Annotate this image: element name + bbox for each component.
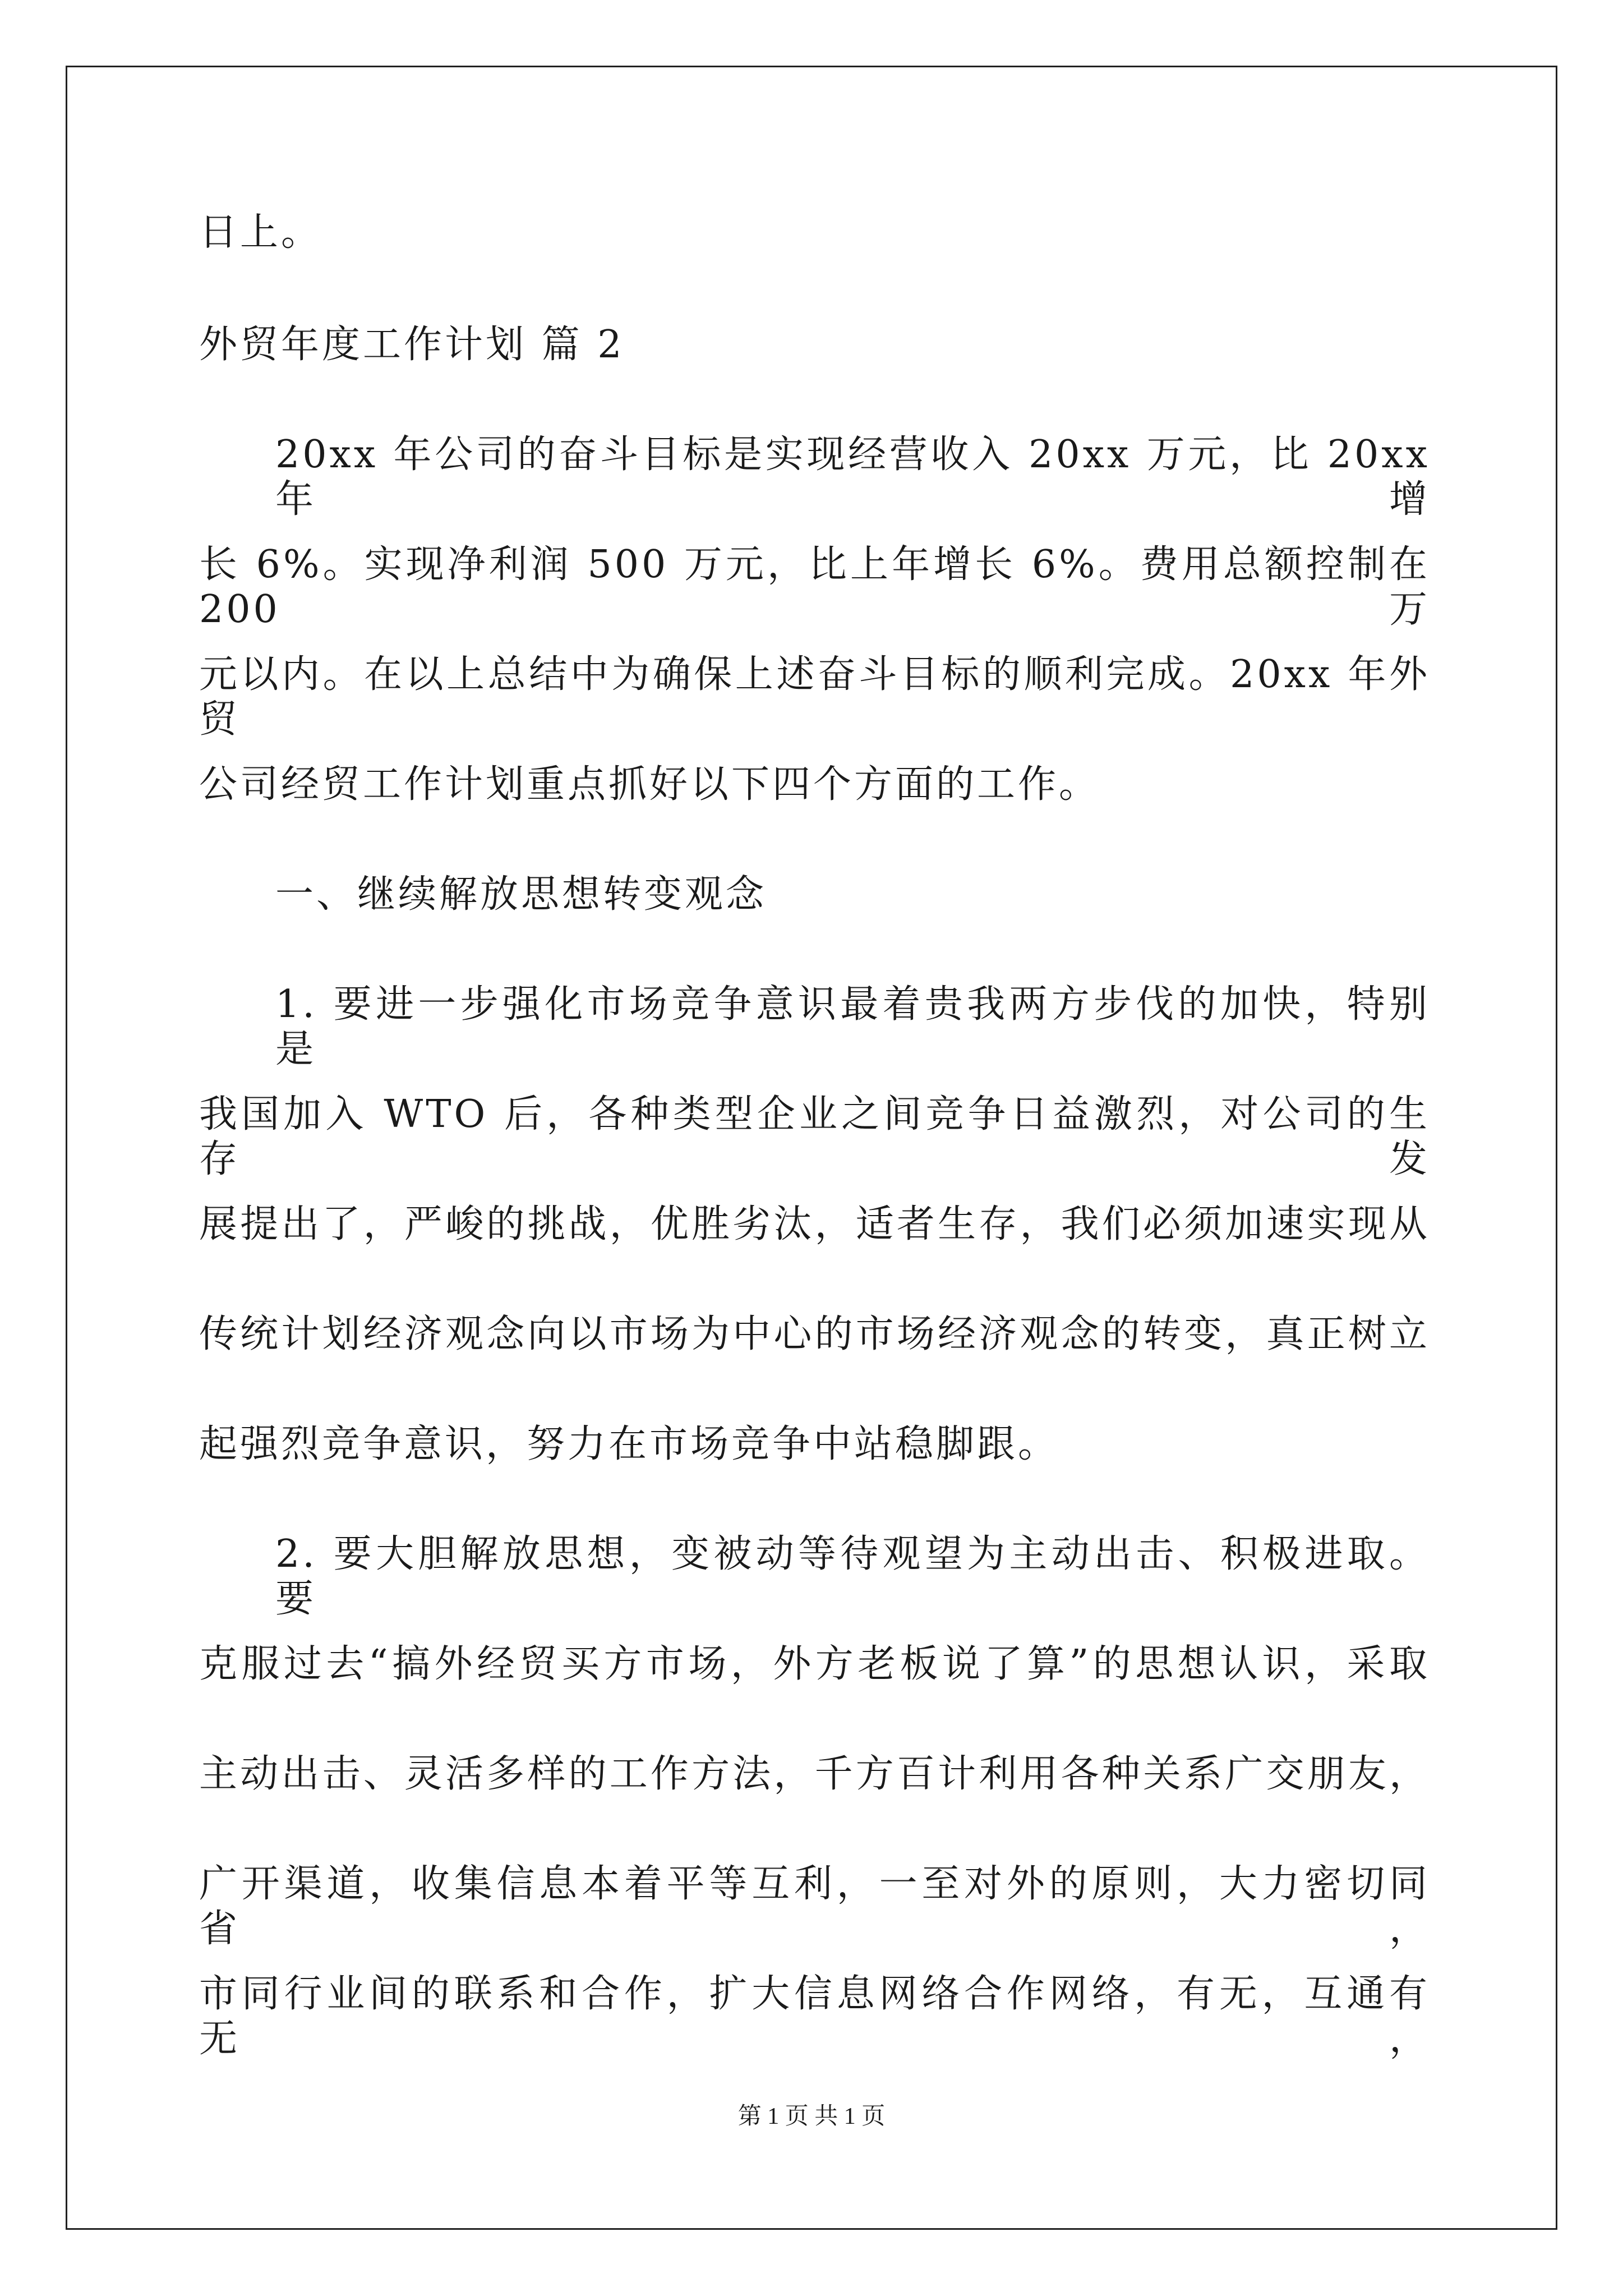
text-line: 公司经贸工作计划重点抓好以下四个方面的工作。	[199, 762, 1100, 807]
text-line: 20xx 年公司的奋斗目标是实现经营收入 20xx 万元，比 20xx 年增	[275, 432, 1430, 522]
text-line: 主动出击、灵活多样的工作方法，千方百计利用各种关系广交朋友，	[199, 1752, 1430, 1796]
subheading: 一、继续解放思想转变观念	[275, 872, 767, 917]
text-line: 日上。	[199, 210, 322, 255]
text-line: 2. 要大胆解放思想，变被动等待观望为主动出击、积极进取。要	[275, 1532, 1430, 1621]
text-line: 起强烈竞争意识，努力在市场竞争中站稳脚跟。	[199, 1422, 1059, 1466]
text-line: 克服过去“搞外经贸买方市场，外方老板说了算”的思想认识，采取	[199, 1642, 1430, 1686]
page-number: 第 1 页 共 1 页	[737, 2104, 886, 2129]
section-heading: 外贸年度工作计划 篇 2	[199, 323, 625, 367]
text-line: 广开渠道，收集信息本着平等互利，一至对外的原则，大力密切同省，	[199, 1862, 1430, 1951]
text-line: 市同行业间的联系和合作，扩大信息网络合作网络，有无，互通有无，	[199, 1972, 1430, 2061]
text-line: 我国加入 WTO 后，各种类型企业之间竞争日益激烈，对公司的生存发	[199, 1092, 1430, 1181]
text-line: 长 6%。实现净利润 500 万元，比上年增长 6%。费用总额控制在 200 万	[199, 542, 1430, 632]
text-line: 1. 要进一步强化市场竞争意识最着贵我两方步伐的加快，特别是	[275, 982, 1430, 1071]
text-line: 元以内。在以上总结中为确保上述奋斗目标的顺利完成。20xx 年外贸	[199, 652, 1430, 742]
text-line: 传统计划经济观念向以市场为中心的市场经济观念的转变，真正树立	[199, 1312, 1430, 1356]
text-line: 展提出了，严峻的挑战，优胜劣汰，适者生存，我们必须加速实现从	[199, 1202, 1430, 1246]
